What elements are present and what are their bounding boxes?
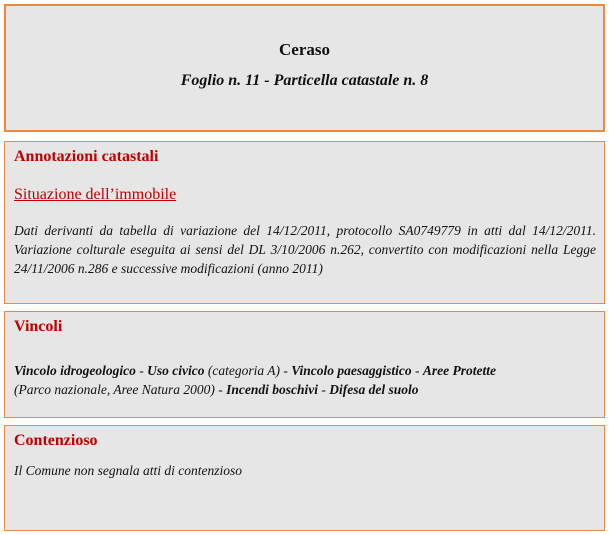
contenzioso-panel (4, 425, 605, 531)
vincoli-panel (4, 311, 605, 418)
vincolo-paesaggistico: Vincolo paesaggistico (291, 363, 412, 378)
contenzioso-text: Il Comune non segnala atti di contenzioso (14, 463, 242, 478)
aree-protette: Aree Protette (422, 363, 496, 378)
uso-civico-note: (categoria A) - (204, 363, 292, 378)
vincolo-idrogeologico: Vincolo idrogeologico (14, 363, 136, 378)
page-title: Ceraso (279, 40, 330, 59)
vincoli-separator: - (411, 363, 423, 378)
vincoli-separator: - (318, 382, 330, 397)
aree-protette-note: (Parco nazionale, Aree Natura 2000) - (14, 382, 227, 397)
uso-civico: Uso civico (147, 363, 205, 378)
vincoli-separator: - (135, 363, 148, 378)
annotazioni-text: Dati derivanti da tabella di variazione del 14/12/2011, protocollo SA0749779 in atti dal 14/12/2011. Variazione colturale eseguita ai sensi del DL 3/10/2006 n.262, convertito con modificazioni nella Legge 24/11/2006 n.286 e successive modificazioni (anno 2011) (14, 223, 596, 276)
page-subtitle: Foglio n. 11 - Particella catastale n. 8 (180, 72, 429, 89)
difesa-del-suolo: Difesa del suolo (329, 382, 419, 397)
contenzioso-heading: Contenzioso (14, 432, 98, 449)
header-panel (4, 4, 605, 132)
annotazioni-panel (4, 141, 605, 304)
annotazioni-heading: Annotazioni catastali (14, 148, 159, 165)
situazione-immobile-heading: Situazione dell’immobile (14, 186, 177, 203)
vincoli-text (14, 361, 596, 399)
incendi-boschivi: Incendi boschivi (226, 382, 318, 397)
vincoli-heading: Vincoli (14, 318, 63, 335)
